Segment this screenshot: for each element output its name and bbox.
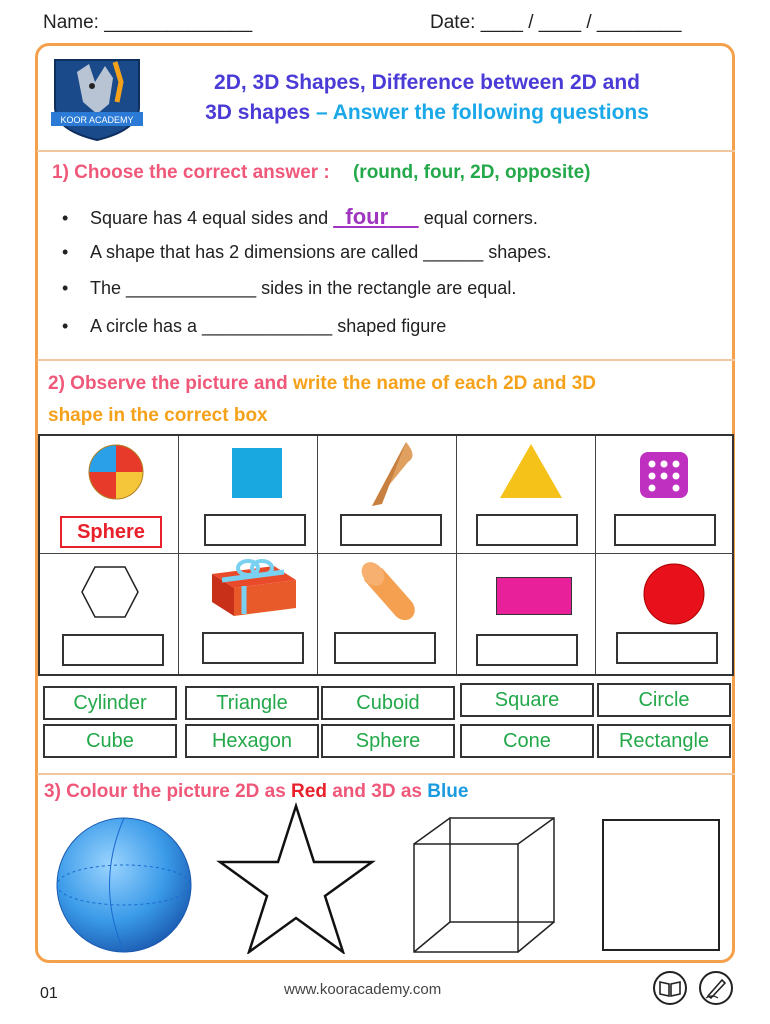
word-bank-item[interactable]: Cylinder — [43, 686, 177, 720]
word-bank-item[interactable]: Sphere — [321, 724, 455, 758]
shapes-grid — [38, 434, 734, 676]
rectangle-shape — [496, 577, 572, 615]
page-title — [152, 68, 702, 128]
word-bank-item[interactable]: Square — [460, 683, 594, 717]
cube-picture[interactable] — [410, 814, 560, 956]
square-picture[interactable] — [602, 819, 720, 951]
answer-box[interactable] — [334, 632, 436, 664]
answer-box[interactable] — [204, 514, 306, 546]
divider — [37, 773, 735, 775]
dice-icon — [636, 448, 692, 502]
hexagon-shape — [80, 564, 140, 620]
word-bank-item[interactable]: Cube — [43, 724, 177, 758]
word-bank-item[interactable]: Rectangle — [597, 724, 731, 758]
beach-ball-icon — [86, 442, 146, 502]
pen-writing-icon — [698, 970, 734, 1006]
title-line-2b: – Answer the following questions — [310, 101, 649, 124]
answer-box[interactable] — [476, 634, 578, 666]
circle-shape — [642, 562, 706, 626]
name-field-label: Name: ______________ — [43, 12, 253, 33]
answer-box[interactable] — [476, 514, 578, 546]
page-number: 01 — [40, 985, 58, 1002]
academy-logo — [47, 52, 147, 142]
word-bank-item[interactable]: Cone — [460, 724, 594, 758]
q1-item-3: • The _____________ sides in the rectangle are equal. — [62, 278, 517, 298]
q1-filled-answer: four — [345, 204, 389, 229]
website-link[interactable]: www.kooracademy.com — [284, 981, 442, 998]
q1-item-4: • A circle has a _____________ shaped figure — [62, 316, 447, 336]
q1-item-2: • A shape that has 2 dimensions are called ______ shapes. — [62, 242, 552, 262]
answer-box[interactable] — [616, 632, 718, 664]
q1-options: (round, four, 2D, opposite) — [352, 162, 591, 183]
title-line-2a: 3D shapes — [205, 101, 311, 124]
divider — [37, 359, 735, 361]
logo-text: KOOR ACADEMY — [60, 115, 134, 125]
cylinder-icon — [352, 560, 418, 626]
star-picture[interactable] — [216, 802, 376, 954]
date-field-label: Date: ____ / ____ / ________ — [430, 12, 682, 33]
gift-box-icon — [208, 558, 298, 618]
word-bank-item[interactable]: Hexagon — [185, 724, 319, 758]
answer-box-sphere: Sphere — [60, 516, 162, 548]
q2-heading: 2) Observe the picture and write the name of each 2D and 3D shape in the correct box — [48, 373, 596, 426]
square-shape — [232, 448, 282, 498]
answer-box[interactable] — [614, 514, 716, 546]
word-bank-item[interactable]: Cuboid — [321, 686, 455, 720]
sphere-picture[interactable] — [55, 816, 193, 954]
book-icon — [652, 970, 688, 1006]
cone-icon — [360, 438, 420, 510]
triangle-shape — [498, 442, 564, 500]
divider — [37, 150, 735, 152]
answer-box[interactable] — [62, 634, 164, 666]
q1-heading: 1) Choose the correct answer : (round, four, 2D, opposite) — [52, 162, 591, 183]
q1-item-1: • Square has 4 equal sides and four equal corners. — [62, 204, 538, 229]
word-bank-item[interactable]: Triangle — [185, 686, 319, 720]
q3-heading: 3) Colour the picture 2D as Red and 3D as Blue — [44, 781, 469, 802]
answer-box[interactable] — [202, 632, 304, 664]
title-line-1: 2D, 3D Shapes, Difference between 2D and — [214, 71, 640, 94]
word-bank-item[interactable]: Circle — [597, 683, 731, 717]
answer-box[interactable] — [340, 514, 442, 546]
